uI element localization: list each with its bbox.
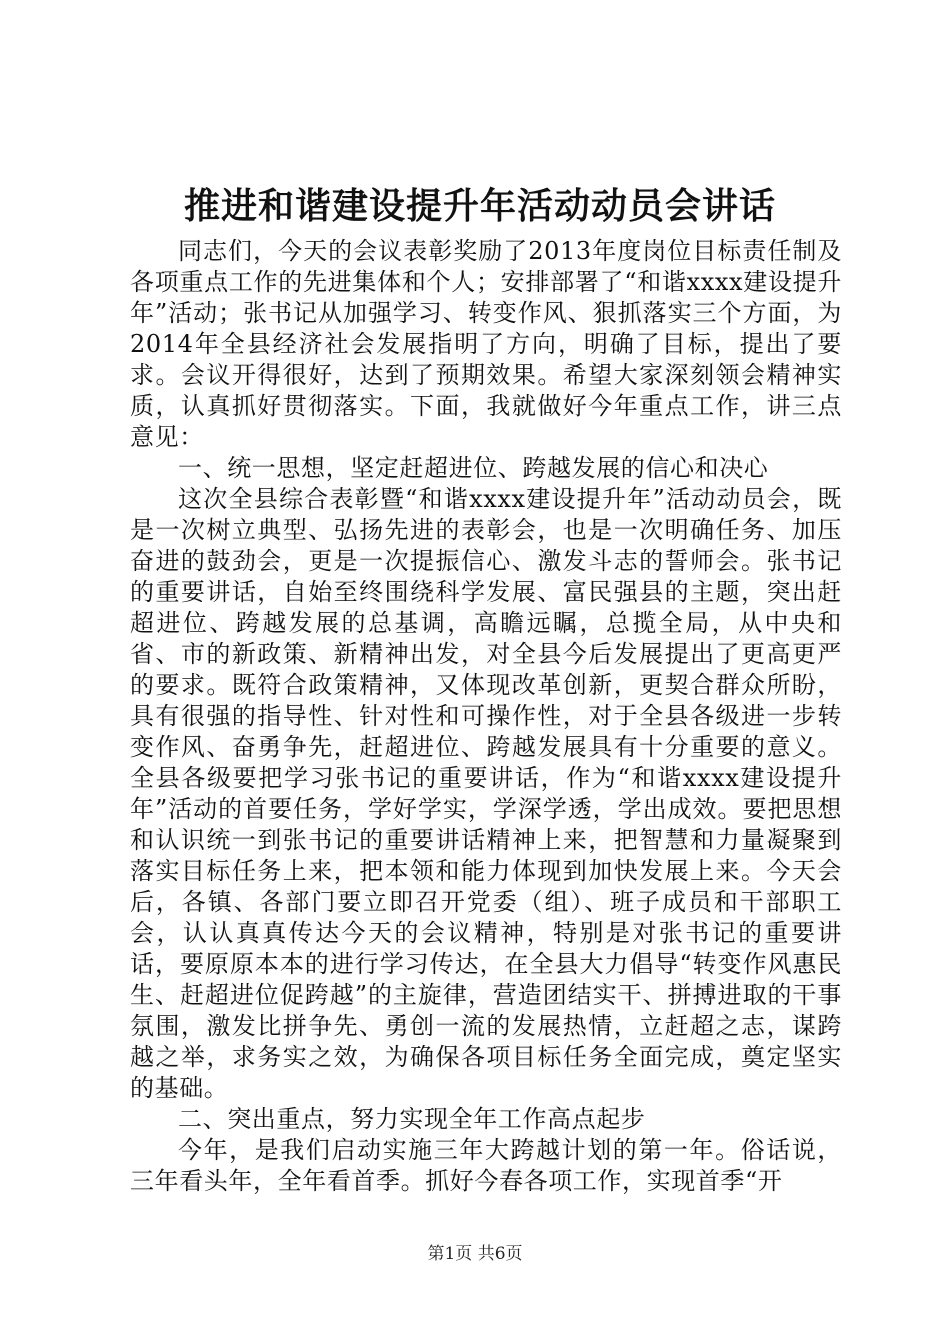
document-title: 推进和谐建设提升年活动动员会讲话 bbox=[183, 186, 776, 227]
section-heading-2: 二、突出重点，努力实现全年工作高点起步 bbox=[178, 1105, 646, 1133]
section-heading-1: 一、统一思想，坚定赶超进位、跨越发展的信心和决心 bbox=[178, 454, 769, 482]
page-footer: 第1页 共6页 bbox=[427, 1244, 523, 1264]
document-body bbox=[130, 236, 842, 1197]
section-1-paragraph: 这次全县综合表彰暨“和谐xxxx建设提升年”活动动员会，既是一次树立典型、弘扬先进的表彰会，也是一次明确任务、加压奋进的鼓劲会，更是一次提振信心、激发斗志的誓师会。张书记的重要讲话，自始至终围绕科学发展、富民强县的主题，突出赶超进位、跨越发展的总基调，高瞻远瞩，总揽全局，从中央和省、市的新政策、新精神出发，对全县今后发展提出了更高更严的要求。既符合政策精神，又体现改革创新，更契合群众所盼，具有很强的指导性、针对性和可操作性，对于全县各级进一步转变作风、奋勇争先，赶超进位、跨越发展具有十分重要的意义。全县各级要把学习张书记的重要讲话，作为“和谐xxxx建设提升年”活动的首要任务，学好学实，学深学透，学出成效。要把思想和认识统一到张书记的重要讲话精神上来，把智慧和力量凝聚到落实目标任务上来，把本领和能力体现到加快发展上来。今天会后，各镇、各部门要立即召开党委（组）、班子成员和干部职工会，认认真真传达今天的会议精神，特别是对张书记的重要讲话，要原原本本的进行学习传达，在全县大力倡导“转变作风惠民生、赶超进位促跨越”的主旋律，营造团结实干、拼搏进取的干事氛围，激发比拼争先、勇创一流的发展热情，立赶超之志，谋跨越之举，求务实之效，为确保各项目标任务全面完成，奠定坚实的基础。 bbox=[130, 485, 842, 1102]
opening-paragraph: 同志们，今天的会议表彰奖励了2013年度岗位目标责任制及各项重点工作的先进集体和个人；安排部署了“和谐xxxx建设提升年”活动；张书记从加强学习、转变作风、狠抓落实三个方面，为2014年全县经济社会发展指明了方向，明确了目标，提出了要求。会议开得很好，达到了预期效果。希望大家深刻领会精神实质，认真抓好贯彻落实。下面，我就做好今年重点工作，讲三点意见： bbox=[130, 237, 842, 451]
section-2-paragraph: 今年，是我们启动实施三年大跨越计划的第一年。俗话说，三年看头年，全年看首季。抓好今春各项工作，实现首季“开 bbox=[130, 1136, 842, 1195]
